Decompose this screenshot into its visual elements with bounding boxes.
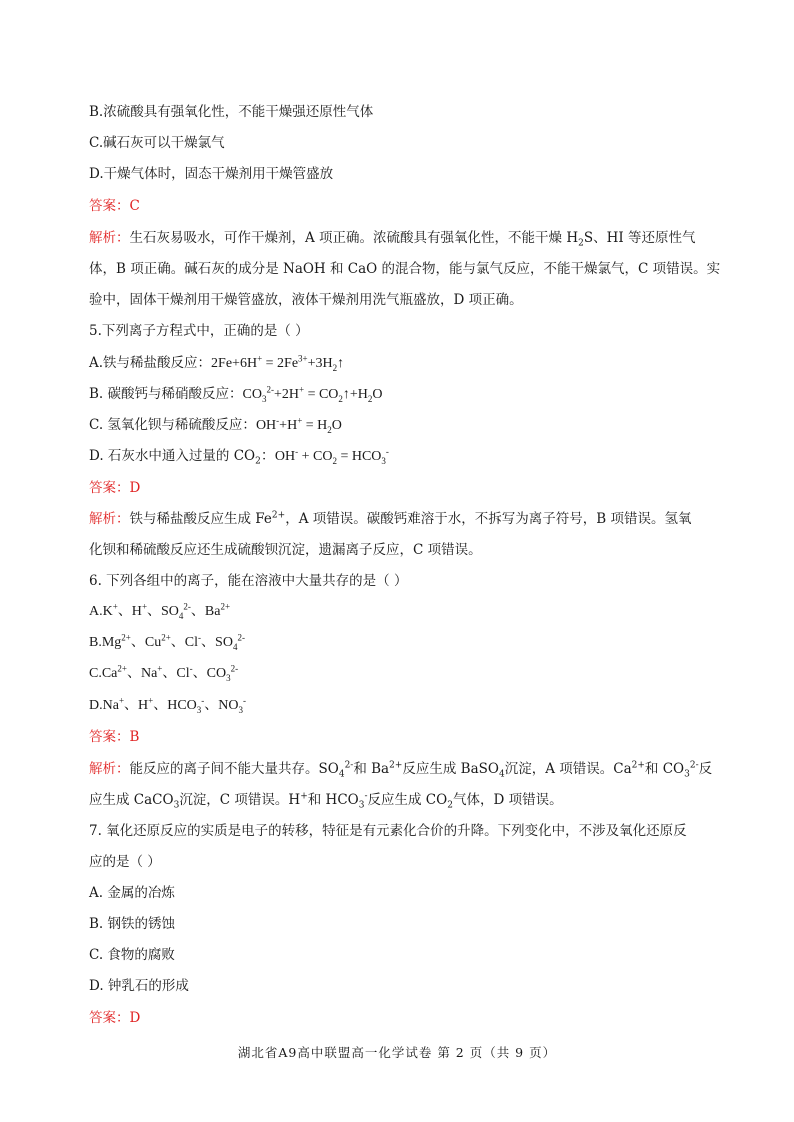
analysis-text: S、HI 等还原性气: [583, 230, 696, 246]
analysis-text: 反应生成 BaSO: [402, 761, 499, 777]
answer-label: 答案：: [89, 1010, 130, 1026]
analysis-label: 解析：: [89, 511, 130, 527]
q5-option-b: [89, 385, 383, 404]
answer-value: D: [129, 480, 141, 496]
analysis-text: 沉淀，C 项错误。H: [179, 792, 301, 808]
q7-option-d: D. 钟乳石的形成: [89, 978, 189, 994]
q6-analysis-line-1: 解析：能反应的离子间不能大量共存。$SO_4^{2-}$和 $Ba^{2+}$反应生成 BaSO$_4$沉淀，A 项错误。$Ca^{2+}$和 $CO_3^{2-}$反: [89, 760, 713, 780]
q5-analysis-line-2: 化钡和稀硫酸反应还生成硫酸钡沉淀，遗漏离子反应，C 项错误。: [89, 542, 482, 558]
q5-option-d-formula: ：$OH^- + CO_2 = HCO_3^-$: [260, 446, 389, 466]
q4-analysis-line-3: 验中，固体干燥剂用干燥管盛放，液体干燥剂用洗气瓶盛放，D 项正确。: [89, 292, 523, 308]
analysis-text: 铁与稀盐酸反应生成 Fe: [129, 511, 272, 527]
q7-option-a: A. 金属的冶炼: [89, 885, 175, 901]
q5-option-b-formula: $CO_3^{2-}+2H^+$ = $CO_2↑+H_2O$: [242, 384, 383, 404]
analysis-text: 生石灰易吸水，可作干燥剂，A 项正确。浓硫酸具有强氧化性，不能干燥 H: [129, 230, 579, 246]
q4-analysis-line-2: 体，B 项正确。碱石灰的成分是 NaOH 和 CaO 的混合物，能与氯气反应，不能干燥氯气，C 项错误。实: [89, 261, 721, 277]
analysis-label: 解析：: [89, 761, 130, 777]
q5-option-a-formula: $2Fe+6H^+ = 2Fe^{3+}+3H_2↑$: [211, 353, 345, 373]
q6-option-a: A.K+、H+、$SO_4^{2-}$、$Ba^{2+}$: [89, 601, 231, 621]
answer-value: D: [129, 1010, 141, 1026]
q5-stem: 5.下列离子方程式中，正确的是（ ）: [89, 323, 309, 339]
q4-option-c: C.碱石灰可以干燥氯气: [89, 135, 225, 151]
analysis-text: 气体，D 项错误。: [452, 792, 563, 808]
q6-option-b: $B.Mg^{2+}$、$Cu^{2+}$、Cl-、$SO_4^{2-}$: [89, 632, 245, 652]
analysis-text: 反: [698, 761, 713, 777]
q4-option-b: B.浓硫酸具有强氧化性，不能干燥强还原性气体: [89, 104, 374, 120]
q6-stem: 6. 下列各组中的离子，能在溶液中大量共存的是（ ）: [89, 573, 408, 589]
q5-analysis-line-1: 解析：铁与稀盐酸反应生成 $Fe^{2+}$，A 项错误。碳酸钙难溶于水，不拆写为离子符号，B 项错误。氢氧: [89, 510, 692, 527]
analysis-text: 应生成 CaCO: [89, 792, 174, 808]
analysis-text: 和 Ba: [353, 761, 390, 777]
option-text: D. 石灰水中通入过量的 CO: [89, 448, 256, 464]
analysis-text: ，A 项错误。碳酸钙难溶于水，不拆写为离子符号，B 项错误。氢氧: [285, 511, 692, 527]
q5-option-a: [89, 354, 344, 373]
q5-option-d: D. 石灰水中通入过量的 $CO_2$：$OH^- + CO_2 = HCO_3^-$: [89, 446, 389, 467]
answer-label: 答案：: [89, 198, 130, 214]
q4-analysis-line-1: 解析：生石灰易吸水，可作干燥剂，A 项正确。浓硫酸具有强氧化性，不能干燥 $H_2S$、HI 等还原性气: [89, 230, 696, 249]
option-text: A.铁与稀盐酸反应：: [89, 355, 212, 371]
analysis-label: 解析：: [89, 230, 130, 246]
answer-value: C: [129, 198, 140, 214]
q4-answer: [89, 197, 140, 215]
answer-value: B: [129, 729, 140, 745]
page-footer: 湖北省A9高中联盟高一化学试卷 第 2 页（共 9 页）: [237, 1045, 557, 1060]
q6-option-d: D.Na+、H+、$HCO_3^-$、$NO_3^-$: [89, 695, 247, 715]
analysis-text: 和 CO: [644, 761, 685, 777]
q6-option-c: $C.Ca^{2+}$、Na+、Cl-、$CO_3^{2-}$: [89, 663, 239, 683]
q5-answer: [89, 479, 140, 497]
analysis-text: 和 HCO: [307, 792, 359, 808]
q4-option-d: D.干燥气体时，固态干燥剂用干燥管盛放: [89, 166, 334, 182]
analysis-text: 反应生成 CO: [367, 792, 448, 808]
q7-stem-line-2: 应的是（ ）: [89, 854, 161, 870]
q6-analysis-line-2: 应生成 CaCO$_3$沉淀，C 项错误。H+和 $HCO_3^-$反应生成 $CO_2$气体，D 项错误。: [89, 791, 563, 811]
answer-label: 答案：: [89, 729, 130, 745]
q6-answer: [89, 728, 139, 746]
option-text: B. 碳酸钙与稀硝酸反应：: [89, 386, 243, 402]
analysis-text: 能反应的离子间不能大量共存。SO: [129, 761, 339, 777]
option-text: C. 氢氧化钡与稀硫酸反应：: [89, 417, 256, 433]
analysis-text: 沉淀，A 项错误。Ca: [504, 761, 632, 777]
q7-option-c: C. 食物的腐败: [89, 947, 175, 963]
q5-option-c-formula: $OH^-+H^+ = H_2O$: [255, 415, 342, 435]
q7-answer: [89, 1009, 140, 1027]
q7-stem-line-1: 7. 氧化还原反应的实质是电子的转移，特征是有元素化合价的升降。下列变化中，不涉及氧化还原反: [89, 823, 687, 839]
answer-label: 答案：: [89, 480, 130, 496]
q5-option-c: [89, 416, 342, 435]
q7-option-b: B. 钢铁的锈蚀: [89, 916, 176, 932]
